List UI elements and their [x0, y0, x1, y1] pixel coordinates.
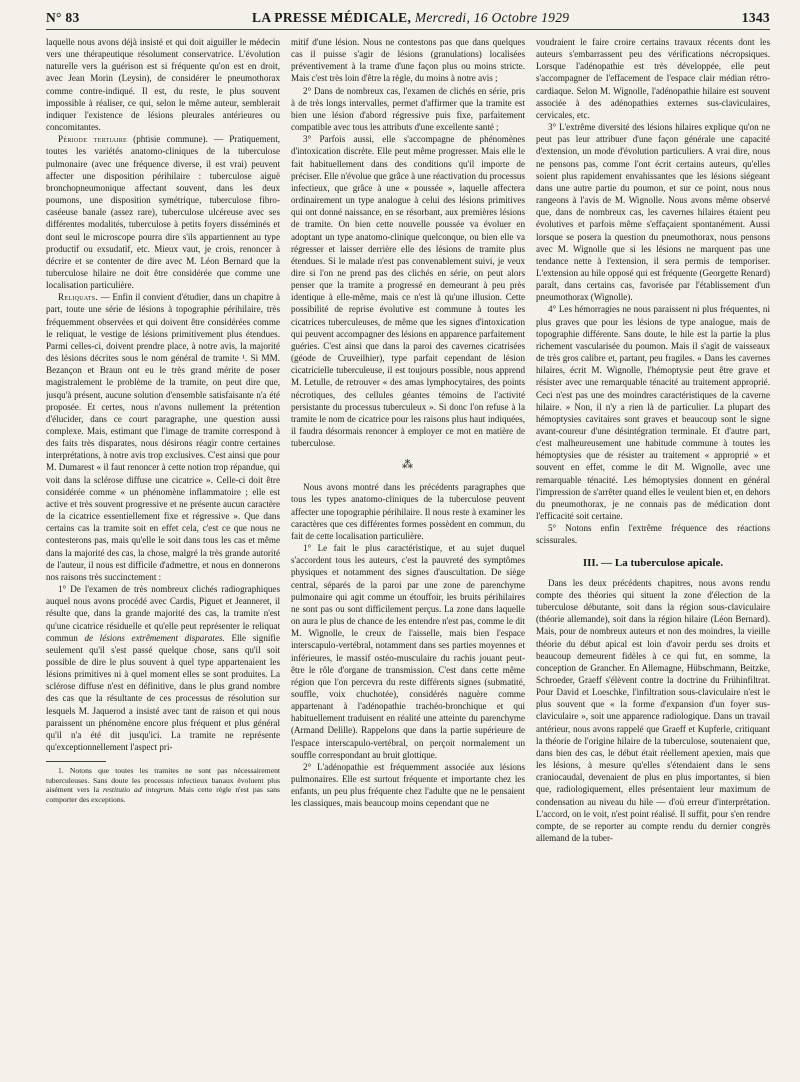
- paragraph: 4° Les hémorragies ne nous paraissent ni plus fréquentes, ni plus graves que pour les lésions de type analogue, mais de topographie différente. Sans doute, le hile est la partie la plus richement vascularisée du poumon. Mais il s'agit de vaisseaux de très gros calibre et, partant, peu fragiles. « Dans les cavernes hilaires, écrit M. Wignolle, l'hémoptysie peut être grave et résister avec une remarquable ténacité au traitement approprié. Ceci n'est pas une des moindres caractéristiques de la caverne hilaire. » Non, il n'y a rien là de particulier. La plupart des hémoptysies cavitaires sont graves et beaucoup sont le signe avant-coureur d'une désintégration terminale. Et d'autre part, c'est malheureusement une habitude commune à toutes les hémoptysies que de résister au traitement « approprié » et souvent en effet, comme le dit M. Wignolle, avec une remarquable ténacité. Les hémoptysies donnent en général l'impression de s'arrêter quand elles le veulent bien et, en dehors du pneumothorax, je ne connais pas de médication dont l'efficacité soit certaine.: [536, 304, 770, 522]
- column-3: [536, 36, 770, 1080]
- paragraph: mitif d'une lésion. Nous ne contestons pas que dans quelques cas il puisse s'agir de lésions (granulations) localisées préventivement à la trame d'une façon plus ou moins stricte. Mais c'est très loin d'être la règle, du moins à notre avis ;: [291, 37, 525, 84]
- page-number: 1343: [741, 10, 770, 25]
- journal-title: LA PRESSE MÉDICALE,: [252, 10, 412, 25]
- paragraph: 2° L'adénopathie est fréquemment associée aux lésions pulmonaires. Elle est surtout fréquente et importante chez les enfants, un peu plus fréquente chez l'adulte que ne le pensaient les classiques, mais beaucoup moins cependant que ne: [291, 761, 525, 809]
- paragraph: 2° Dans de nombreux cas, l'examen de clichés en série, pris à de très longs intervalles, permet d'affirmer que la tramite est bien une lésion d'abord régressive puis fixe, parfaitement compatible avec tous les attributs d'une excellente santé ;: [291, 85, 525, 133]
- paragraph: laquelle nous avons déjà insisté et qui doit aiguiller le médecin vers une thérapeutique résolument conservatrice. L'évolution naturelle vers la guérison est si fréquente qu'on est en droit, avec Jean Morin (Leysin), de considérer le pneumothorax comme contre-indiqué. Il est, du reste, le plus souvent impossible à réaliser, ce qui, selon le même auteur, semblerait indiquer l'existence de lésions pleurales antérieures ou concomitantes.: [46, 37, 280, 133]
- section-lead: Reliquats.: [58, 292, 99, 303]
- footnote-text: 1. Notons que toutes les tramites ne sont pas nécessairement tuberculeuses. Sans doute les processus infectieux banaux évoluent plus aisément vers la: [46, 766, 280, 795]
- footnote: [46, 766, 280, 804]
- footnote-text: Mais cette règle n'est pas sans comporter des exceptions.: [46, 785, 280, 804]
- section-separator: ⁂: [402, 459, 414, 472]
- paragraph-text: — Enfin il convient d'étudier, dans un chapitre à part, toute une série de lésions à topographie périhilaire, très fréquemment observées et qui doivent être considérées comme le reliquat, le vestige de lésions primitivement plus étendues. Parmi celles-ci, doivent prendre place, à notre avis, la majorité des lésions décrites sous le nom général de tramite ¹. Si MM. Bezançon et Braun ont eu le très grand mérite de poser magistralement le problème de la tramite, on peut dire que, jusqu'à présent, aucune solution d'ensemble satisfaisante n'a été proposée. Et certes, nous n'avons nullement la prétention d'élucider, dans ce court paragraphe, une question aussi complexe. Mais, estimant que l'image de tramite correspond à des faits très disparates, nous désirons réagir contre certaines interprétations, à notre avis trop exclusives. C'est ainsi que pour M. Dumarest « il faut renoncer à cette notion trop répandue, qui voit dans la sclérose diffuse une cicatrice ». Celle-ci doit être considérée comme « un phénomène inflammatoire ; elle est active et très souvent progressive et ne présente aucun caractère de la cicatrice essentiellement fixe et régressive ». Que dans certains cas la tramite soit en effet cela, c'est ce que nous ne contesterons pas, mais qu'elle le soit dans tous les cas et même dans la majorité des cas, la chose, malgré la très grande autorité de l'auteur, il nous est difficile d'admettre, et nous en donnerons nos raisons très succinctement :: [46, 292, 280, 582]
- journal-title-line: [252, 10, 569, 26]
- paragraph-text: (phtisie commune). — Pratiquement, toutes les variétés anatomo-cliniques de la tuberculose pulmonaire (avec une fréquence diverse, il est vrai) peuvent affecter une disposition périhilaire : tuberculose aiguë bronchopneumonique affectant souvent, dans les deux poumons, une disposition symétrique, tuberculose fibro-caséeuse banale (assez rare), tuberculose ulcéreuse avec ses différentes modalités, tuberculose à petits foyers disséminés et dont seul le microscope pourra dire s'ils appartiennent au type productif ou exsudatif, etc. Mieux vaut, je crois, renoncer à décrire et se contenter de dire avec M. Léon Bernard que la tuberculose hilaire ne doit être considérée que comme une localisation particulière.: [46, 134, 280, 291]
- paragraph: Dans les deux précédents chapitres, nous avons rendu compte des théories qui situent la zone d'élection de la tuberculose débutante, soit dans la région sous-claviculaire (théorie allemande), soit dans la région hilaire (Léon Bernard). Mais, pour de nombreux auteurs et non des moindres, la vieille théorie du début apical est loin d'avoir perdu ses droits et beaucoup demeurent fidèles à ce qui fut, en somme, la conception de Grancher. En Allemagne, Hübschmann, Beitzke, Schroeder, Graeff s'élèvent contre la doctrine du Frühinfiltrat. Pour David et Loeschke, l'infiltration sous-claviculaire n'est le plus souvent que « la forme d'expansion d'un foyer sus-claviculaire », soit une apparence radiologique. Dans un travail antérieur, nous avons rappelé que Graeff et Kupferle, critiquant la théorie de l'origine hilaire de la tuberculose, soutenaient que, dans bien des cas, le début était réellement apexien, mais que les lésions, à mesure qu'elles s'étendaient dans le sens craniocaudal, devenaient de plus en plus importantes, si bien que, radiologiquement, elles présentaient leur maximum de condensation au niveau du hile — d'où erreur d'interprétation. L'accord, on le voit, n'est point réalisé. Il suffit, pour s'en rendre compte, de se reporter au compte rendu du dernier congrès allemand de la tuber-: [536, 577, 770, 843]
- paragraph-text: 1° De l'examen de très nombreux clichés radiographiques auquel nous avons procédé avec Cardis, Piguet et Jeanneret, il résulte que, dans la grande majorité des cas, la tramite n'est qu'une cicatrice résiduelle et qu'elle peut représenter le reliquat commun: [46, 584, 280, 643]
- paragraph: [46, 583, 280, 753]
- paragraph: 5° Notons enfin l'extrême fréquence des réactions scissurales.: [536, 523, 770, 546]
- paragraph: 3° L'extrême diversité des lésions hilaires explique qu'on ne peut pas leur attribuer d'une façon générale une capacité d'extension, un mode d'évolution particuliers. A vrai dire, nous ne pensons pas, comme l'ont écrit certains auteurs, qu'elles soient plus rapidement envahissantes que les lésions siégeant dans une autre partie du poumon, et sur ce point, nous nous rangeons à l'avis de M. Wignolle. Nous avons même observé que, dans de nombreux cas, les cavernes hilaires étaient peu évolutives et parfois même s'effaçaient spontanément. Aussi lorsque se posera la question du pneumothorax, nous pensons avec M. Wignolle que si les lésions ne marquent pas une tendance nette à l'extension, il sera permis de temporiser. L'extension au hile opposé qui est fréquente (Georgette Renard) paraît, dans certains cas, favorisée par l'établissement d'un pneumothorax (Wignolle).: [536, 122, 770, 303]
- emphasis: de lésions extrêmement disparates.: [84, 632, 225, 643]
- paragraph: [46, 291, 280, 583]
- column-2: [291, 36, 525, 1080]
- paragraph: Nous avons montré dans les précédents paragraphes que tous les types anatomo-cliniques de la tuberculose peuvent affecter une topographie périhilaire. Il nous reste à examiner les caractères que ces différentes formes possèdent en commun, du fait de cette localisation particulière.: [291, 482, 525, 541]
- paragraph-text: Elle signifie seulement qu'il s'est passé quelque chose, sans qu'il soit possible de dire le plus souvent à quel type appartenaient les lésions primitives ni à quel moment elles se sont produites. La sclérose diffuse n'est en définitive, dans le plus grand nombre des cas que la résultante de ces processus de résolution sur lesquels M. Jaquerod a insisté avec tant de raison et qui nous paraissent un phénomène encore plus fréquent et plus général qu'il n'a été dit jusqu'ici. La tramite ne représente qu'exceptionnellement l'aspect pri-: [46, 632, 280, 753]
- issue-date: Mercredi, 16 Octobre 1929: [414, 10, 570, 25]
- section-heading: III. — La tuberculose apicale.: [582, 556, 724, 569]
- emphasis: restitutio ad integrum.: [102, 785, 175, 795]
- paragraph: 1° Le fait le plus caractéristique, et au sujet duquel s'accordent tous les auteurs, c'est la pauvreté des symptômes physiques et notamment des signes d'auscultation. De siège central, séparés de la paroi par une zone de parenchyme pulmonaire qui agit comme un étouffoir, les bruits périhilaires ne sont pas ou sont difficilement perçus. La zone dans laquelle on aura le plus de chance de les entendre n'est pas, comme le dit M. Wignolle, le creux de l'aisselle, mais bien l'espace interscapulo-vertébral, notamment dans ses parties moyennes et inférieures, le massif ostéo-musculaire du rachis jouant peut-être le rôle d'organe de transmission. C'est dans cette même région que l'on percevra du reste différents signes (submatité, souffle, voix chuchotée), considérés naguère comme appartenant à l'adénopathie trachéo-bronchique et qui habituellement traduisent en réalité une atteinte du parenchyme (Armand Delille). Rappelons que dans la partie supérieure de l'espace interscapulo-vertébral, on perçoit normalement un souffle correspondant au bruit glottique.: [291, 543, 525, 760]
- paragraph: [46, 133, 280, 291]
- page-header: [46, 10, 770, 30]
- section-lead: Période tertiaire: [58, 134, 127, 145]
- footnote-rule: [46, 761, 106, 762]
- paragraph: voudraient le faire croire certains travaux récents dont les auteurs s'embarrassent peu des vérifications nécropsiques. Lorsque l'adénopathie est très développée, elle peut s'accompagner de l'effacement de l'espace clair médian rétro-cardiaque. Selon M. Wignolle, l'adénopathie hilaire est souvent associée à des adénopathies externes sus-claviculaires, cervicales, etc.: [536, 37, 770, 120]
- column-1: [46, 36, 280, 1080]
- paragraph: 3° Parfois aussi, elle s'accompagne de phénomènes d'intoxication discrète. Elle peut même progresser. Mais elle le fait habituellement dans des conditions qu'il importe de préciser. Elle n'évolue que grâce à une réactivation du processus infectieux, que grâce à une « poussée », laquelle affectera ordinairement un type analogue à celui des lésions primitives qui ont donné naissance, en se résorbant, aux premières lésions de tramite. On bien cette nouvelle poussée va évoluer en adoptant un type anatomo-clinique quelconque, ou bien elle va régresser et laisser derrière elle des lésions de tramite plus étendues. Si le malade n'est pas convenablement suivi, je veux dire si l'on ne prend pas des clichés en série, on peut alors penser que la tramite a progressé en demeurant à peu près identique à elle-même, mais ce n'est là qu'une illusion. Cette possibilité de reprise évolutive est commune à toutes les cicatrices tuberculeuses, de même que les signes d'intoxication qui peuvent accompagner des lésions en apparence parfaitement guéries. C'est ainsi que dans la paroi des cavernes cicatrisées (géode de Cruveilhier), type parfait cependant de lésion cicatricielle tuberculeuse, il est toujours possible, nous apprend M. Letulle, de retrouver « des amas lymphocytaires, des points nécrotiques, des cellules géantes témoins de l'activité persistante du processus tuberculeux ». Si donc l'on refuse à la tramite le nom de cicatrice pour les raisons plus haut indiquées, il faudra désormais renoncer à employer ce mot en matière de tuberculose.: [291, 134, 525, 449]
- issue-number: N° 83: [46, 10, 80, 25]
- article-columns: [46, 36, 770, 1080]
